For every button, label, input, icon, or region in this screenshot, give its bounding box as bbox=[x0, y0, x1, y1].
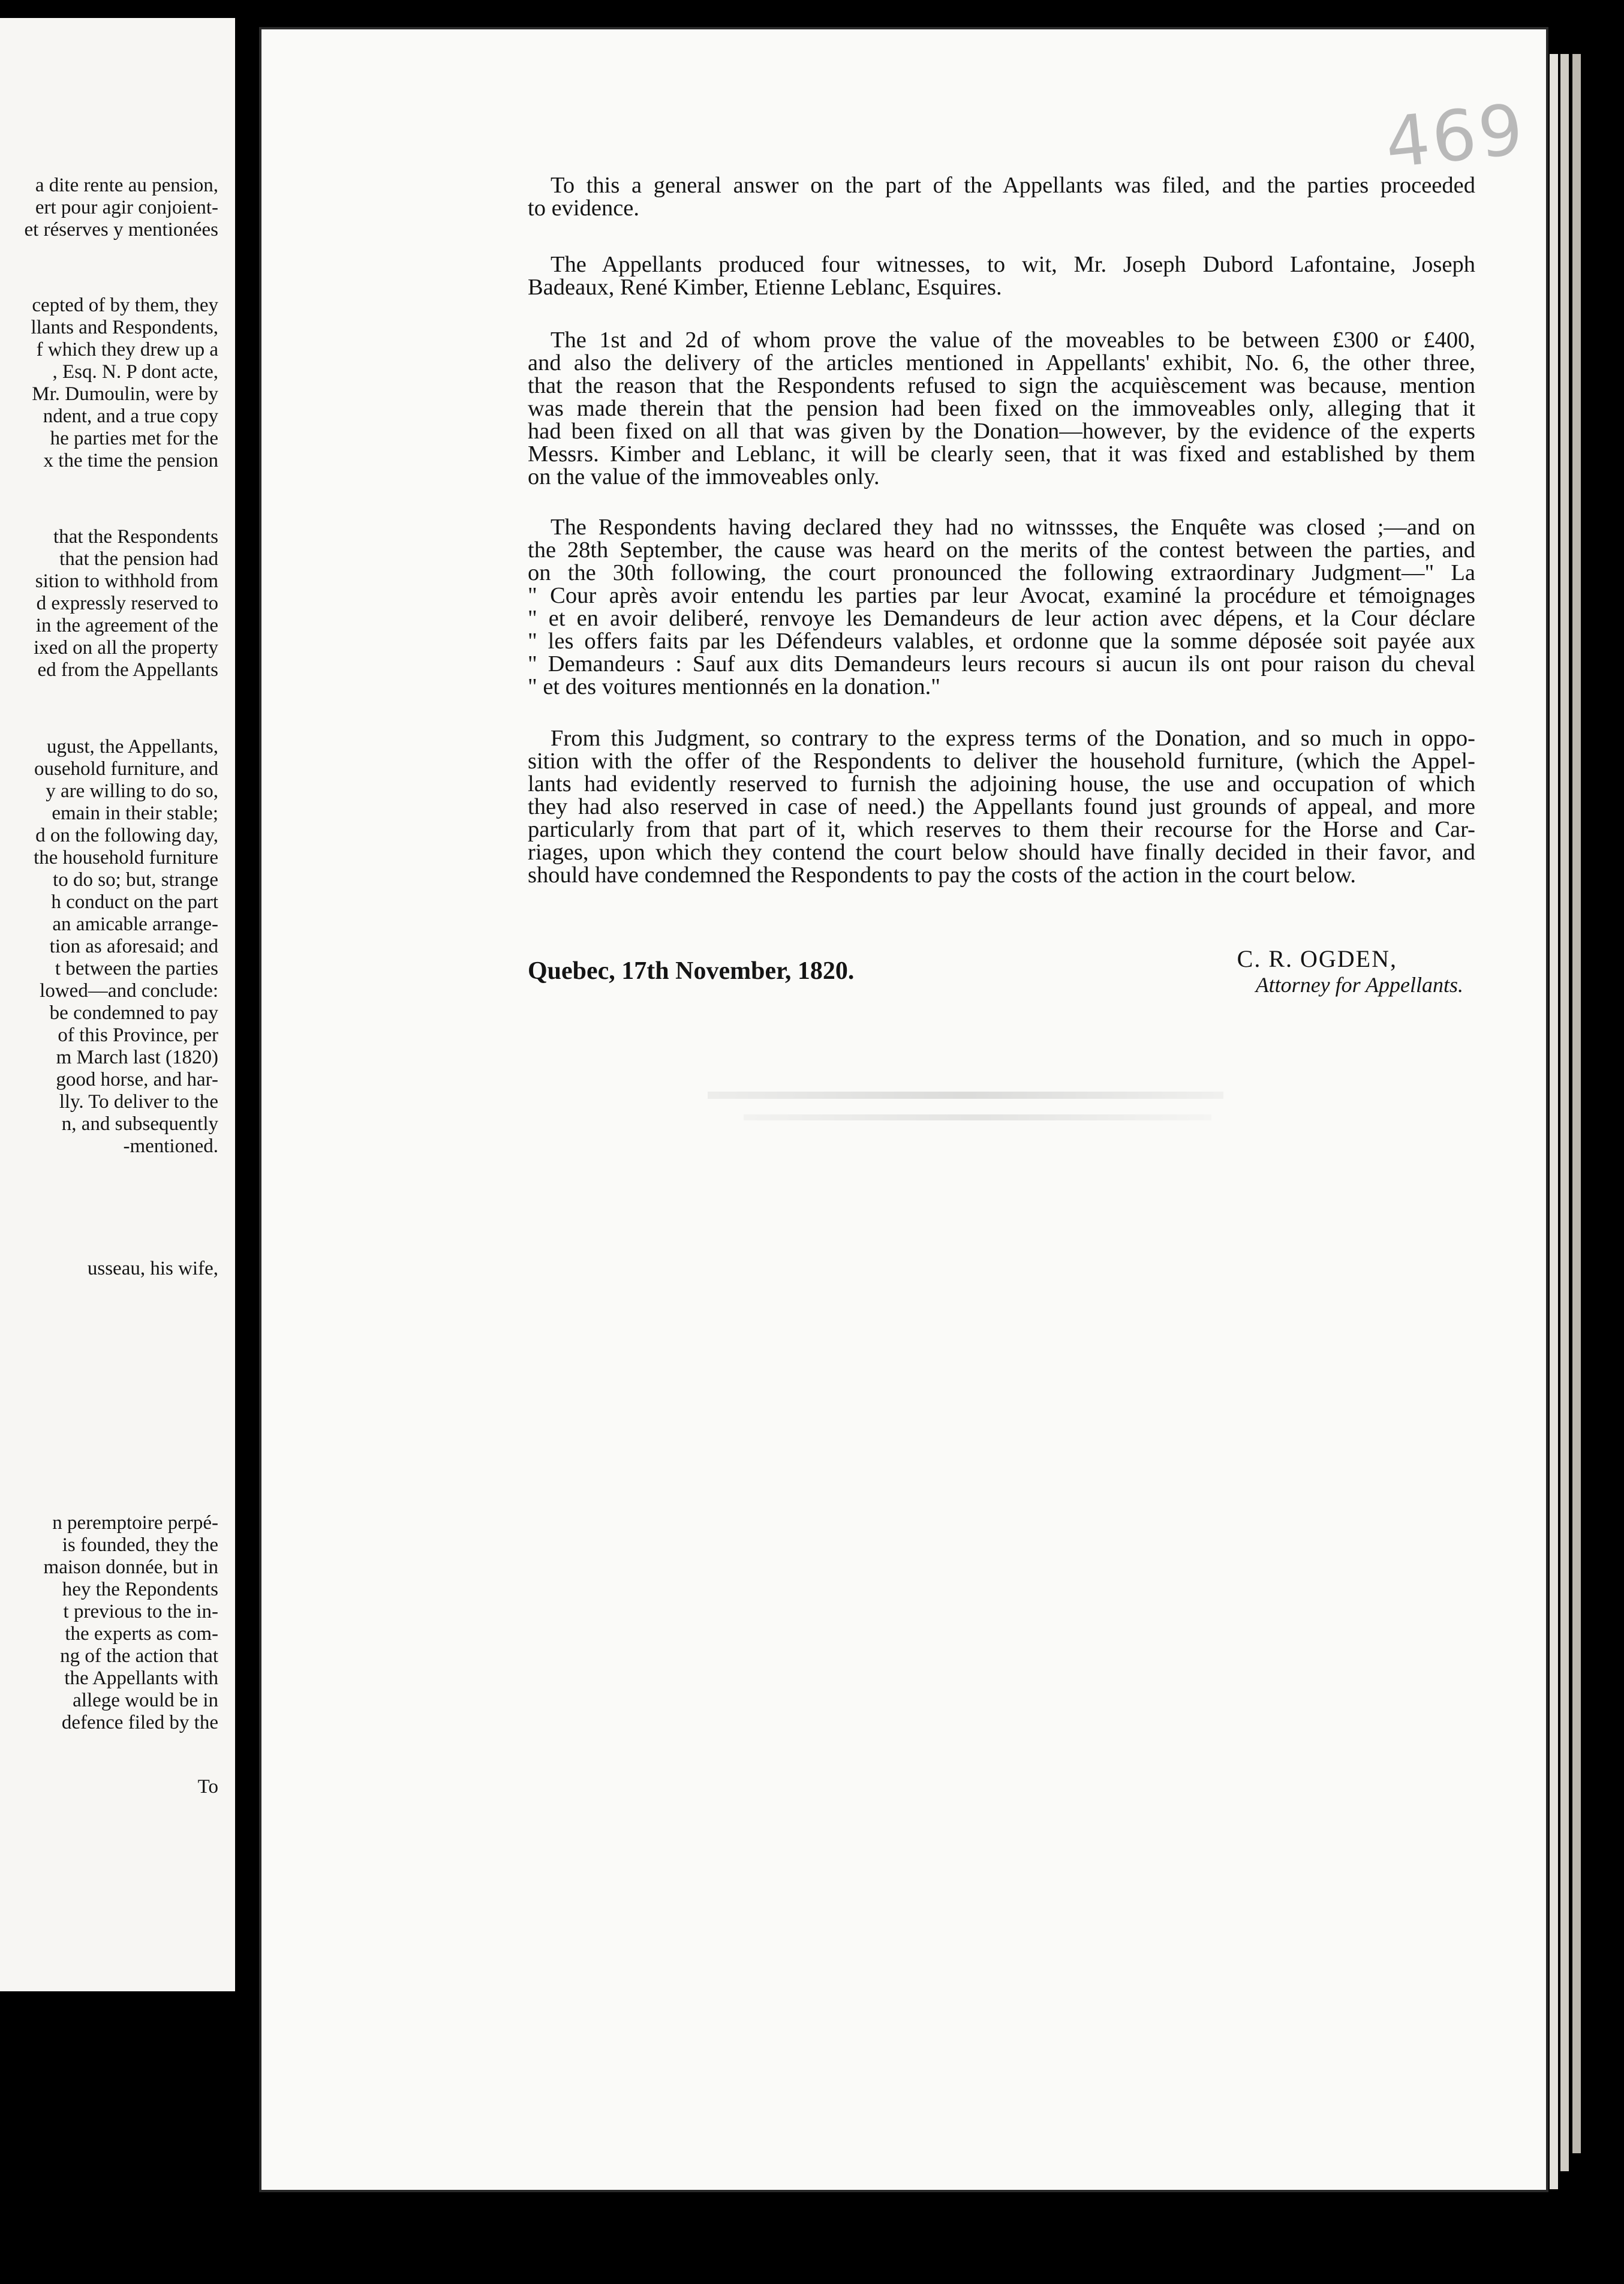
left-page-line: t between the parties bbox=[55, 958, 218, 979]
text-line: sition with the offer of the Respondents to deliver the household furniture, (which the Appel- bbox=[528, 749, 1475, 774]
text-line: they had also reserved in case of need.) the Appellants found just grounds of appeal, and more bbox=[528, 794, 1475, 819]
page-number: 469 bbox=[1381, 89, 1529, 184]
left-page bbox=[0, 18, 235, 1991]
text-line: The Appellants produced four witnesses, to wit, Mr. Joseph Dubord Lafontaine, Joseph bbox=[551, 252, 1475, 277]
book-gutter bbox=[235, 0, 259, 2284]
left-page-line: be condemned to pay bbox=[49, 1002, 218, 1024]
left-page-line: ert pour agir conjoient- bbox=[35, 197, 218, 218]
paragraph-witnesses bbox=[528, 253, 1475, 299]
text-line: and also the delivery of the articles mentioned in Appellants' exhibit, No. 6, the other three, bbox=[528, 350, 1475, 375]
text-line: Messrs. Kimber and Leblanc, it will be clearly seen, that it was fixed and established by them bbox=[528, 441, 1475, 467]
left-page-line: n peremptoire perpé- bbox=[52, 1512, 218, 1534]
page-edge bbox=[1560, 54, 1569, 2171]
left-page-line: in the agreement of the bbox=[35, 615, 218, 636]
text-line: From this Judgment, so contrary to the express terms of the Donation, and so much in oppo- bbox=[551, 726, 1475, 751]
left-page-line: cepted of by them, they bbox=[32, 294, 218, 316]
page-edge bbox=[1550, 54, 1558, 2189]
left-page-line: d on the following day, bbox=[35, 825, 218, 846]
left-page-line: usseau, his wife, bbox=[87, 1258, 218, 1279]
signature-role: Attorney for Appellants. bbox=[1255, 973, 1463, 997]
text-line: was made therein that the pension had been fixed on the immoveables only, alleging that it bbox=[528, 396, 1475, 421]
text-line: " Demandeurs : Sauf aux dits Demandeurs leurs recours si aucun ils ont pour raison du cheval bbox=[528, 651, 1475, 677]
text-line: lants had evidently reserved to furnish the adjoining house, the use and occupation of which bbox=[528, 771, 1475, 797]
ink-smudge bbox=[708, 1092, 1223, 1099]
left-page-line: a dite rente au pension, bbox=[35, 175, 218, 196]
left-page-line: the household furniture bbox=[34, 847, 218, 868]
text-line: " et en avoir deliberé, renvoye les Demandeurs de leur action avec dépens, et la Cour déclare bbox=[528, 606, 1475, 631]
text-line: should have condemned the Respondents to pay the costs of the action in the court below. bbox=[528, 862, 1357, 888]
text-line: particularly from that part of it, which reserves to them their recourse for the Horse and Car- bbox=[528, 817, 1475, 842]
left-page-line: h conduct on the part bbox=[51, 891, 218, 913]
left-page-line: is founded, they the bbox=[62, 1534, 218, 1556]
left-page-line: the experts as com- bbox=[65, 1623, 218, 1645]
left-page-line: hey the Repondents bbox=[62, 1579, 218, 1600]
left-page-line: ed from the Appellants bbox=[37, 659, 218, 681]
left-page-line: good horse, and har- bbox=[56, 1069, 218, 1090]
left-page-line: that the pension had bbox=[59, 548, 218, 570]
left-page-line: tion as aforesaid; and bbox=[49, 936, 218, 957]
left-page-line: d expressly reserved to bbox=[36, 593, 218, 614]
left-page-line: , Esq. N. P dont acte, bbox=[52, 361, 218, 383]
left-page-line: x the time the pension bbox=[43, 450, 218, 471]
left-page-line: n, and subsequently bbox=[61, 1113, 218, 1135]
left-page-line: emain in their stable; bbox=[52, 803, 218, 824]
body-text bbox=[528, 174, 1475, 918]
left-page-line: Mr. Dumoulin, were by bbox=[32, 383, 218, 405]
paragraph-appeal bbox=[528, 727, 1475, 886]
paragraph-judgment bbox=[528, 516, 1475, 698]
left-page-line: the Appellants with bbox=[64, 1667, 218, 1689]
left-page-line: -mentioned. bbox=[123, 1135, 218, 1157]
text-line: To this a general answer on the part of the Appellants was filed, and the parties proceeded bbox=[551, 173, 1475, 198]
left-page-line: defence filed by the bbox=[61, 1712, 218, 1733]
paragraph-evidence bbox=[528, 329, 1475, 488]
text-line: that the reason that the Respondents refused to sign the acquièscement was because, mention bbox=[528, 373, 1475, 398]
text-line: had been fixed on all that was given by the Donation—however, by the evidence of the experts bbox=[528, 419, 1475, 444]
left-page-line: et réserves y mentionées bbox=[24, 219, 218, 241]
signature-name: C. R. OGDEN, bbox=[1237, 945, 1397, 972]
text-line: The 1st and 2d of whom prove the value of the moveables to be between £300 or £400, bbox=[551, 327, 1475, 353]
left-page-line: m March last (1820) bbox=[56, 1047, 218, 1068]
left-page-line: allege would be in bbox=[73, 1690, 218, 1711]
left-page-line: lly. To deliver to the bbox=[59, 1091, 218, 1113]
text-line: Badeaux, René Kimber, Etienne Leblanc, Esquires. bbox=[528, 275, 1002, 300]
text-line: The Respondents having declared they had no witnssses, the Enquête was closed ;—and on bbox=[551, 515, 1475, 540]
left-page-line: To bbox=[197, 1776, 218, 1798]
text-line: to evidence. bbox=[528, 196, 639, 221]
left-page-line: maison donnée, but in bbox=[43, 1556, 218, 1578]
text-line: riages, upon which they contend the court below should have finally decided in their favor, and bbox=[528, 840, 1475, 865]
signature-date: Quebec, 17th November, 1820. bbox=[528, 957, 855, 985]
left-page-line: lowed—and conclude: bbox=[40, 980, 218, 1002]
left-page-line: an amicable arrange- bbox=[52, 913, 218, 935]
text-line: on the 30th following, the court pronounced the following extraordinary Judgment—" La bbox=[528, 560, 1475, 585]
left-page-line: sition to withhold from bbox=[35, 570, 218, 592]
page-edge bbox=[1572, 54, 1581, 2153]
left-page-line: llants and Respondents, bbox=[31, 317, 218, 338]
text-line: " Cour après avoir entendu les parties par leur Avocat, examiné la procédure et témoignages bbox=[528, 583, 1475, 608]
paragraph-answer bbox=[528, 174, 1475, 220]
text-line: " et des voitures mentionnés en la donation." bbox=[528, 674, 940, 699]
left-page-line: f which they drew up a bbox=[36, 339, 218, 360]
left-page-line: to do so; but, strange bbox=[53, 869, 218, 891]
left-page-line: y are willing to do so, bbox=[46, 780, 218, 802]
ink-smudge bbox=[744, 1114, 1211, 1120]
left-page-line: that the Respondents bbox=[53, 526, 218, 548]
left-page-line: ousehold furniture, and bbox=[34, 758, 218, 780]
left-page-line: of this Province, per bbox=[58, 1024, 218, 1046]
left-page-line: ixed on all the property bbox=[34, 637, 218, 659]
text-line: on the value of the immoveables only. bbox=[528, 464, 880, 489]
left-page-line: t previous to the in- bbox=[63, 1601, 218, 1622]
left-page-line: ugust, the Appellants, bbox=[47, 736, 218, 758]
left-page-line: ndent, and a true copy bbox=[43, 405, 218, 427]
text-line: " les offers faits par les Défendeurs valables, et ordonne que la somme déposée soit payée aux bbox=[528, 629, 1475, 654]
left-page-line: ng of the action that bbox=[60, 1645, 218, 1667]
text-line: the 28th September, the cause was heard on the merits of the contest between the parties, and bbox=[528, 537, 1475, 563]
left-page-line: he parties met for the bbox=[50, 428, 218, 449]
